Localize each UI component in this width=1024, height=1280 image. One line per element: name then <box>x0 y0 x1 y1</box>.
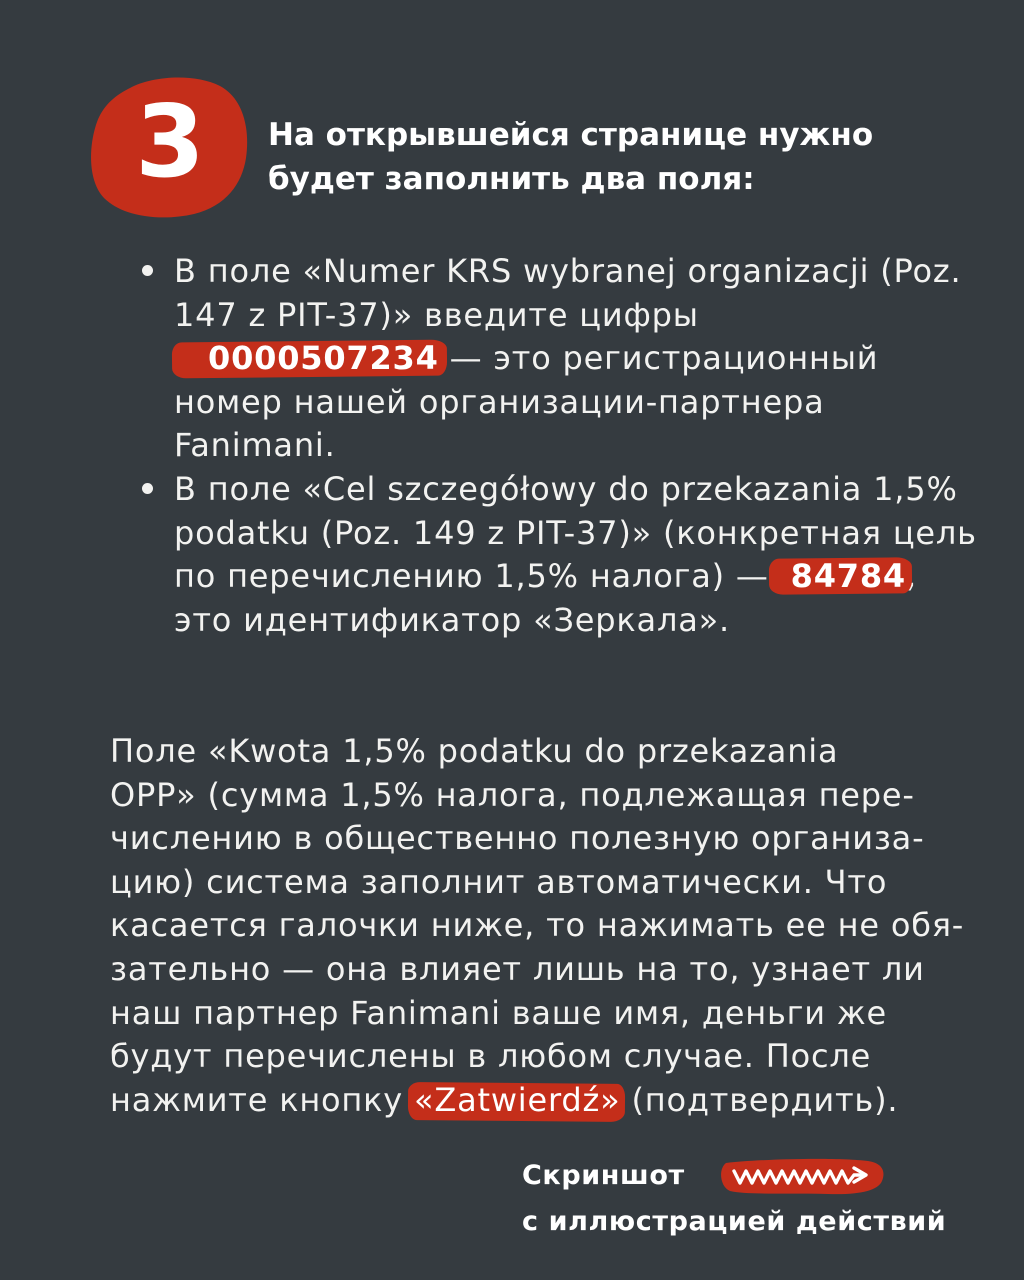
heading-line-1: На открывшейся странице нужно <box>268 117 874 153</box>
list-item-krs <box>140 250 980 468</box>
goal-text-before: В поле «Cel szczegółowy do przekazania 1,5% podatku (Poz. 149 z PIT-37)» (конкретная цель по перечислению 1,5% налога) — <box>174 469 977 596</box>
paragraph-line: наш партнер Fanimani ваше имя, деньги же <box>110 993 887 1032</box>
body-paragraph <box>110 730 1000 1122</box>
caption-line-1: Скриншот <box>522 1160 685 1191</box>
paragraph-line: будут перечислены в любом случае. После <box>110 1037 872 1076</box>
krs-text-before: В поле «Numer KRS wybranej organizacji (Poz. 147 z PIT-37)» введите цифры <box>174 252 962 334</box>
paragraph-line: касается галочки ниже, то нажимать ее не обя- <box>110 906 965 945</box>
krs-text-after: — это регистрационный номер нашей организации-партнера Fanimani. <box>174 339 879 465</box>
paragraph-line: числению в общественно полезную организа- <box>110 819 925 858</box>
step-badge <box>90 74 250 219</box>
paragraph-line: зательно — она влияет лишь на то, узнает ли <box>110 949 925 988</box>
zatwierdz-highlight: «Zatwierdź» <box>413 1080 621 1119</box>
paragraph-line: OPP» (сумма 1,5% налога, подлежащая пере- <box>110 775 915 814</box>
paragraph-line <box>110 1079 1000 1123</box>
squiggle-arrow-icon <box>718 1157 886 1197</box>
paragraph-line: Поле «Kwota 1,5% podatku do przekazania <box>110 732 839 770</box>
step-heading <box>268 113 968 201</box>
goal-id-highlight: 84784 <box>769 557 906 595</box>
step-number: 3 <box>135 83 205 200</box>
caption-line-2: с иллюстрацией действий <box>522 1206 947 1237</box>
instruction-list <box>140 250 980 642</box>
heading-line-2: будет заполнить два поля: <box>268 161 755 197</box>
bullet-icon <box>142 265 153 276</box>
paragraph-text: (подтвердить). <box>620 1080 899 1119</box>
goal-text-after: , это идентификатор «Зеркала». <box>174 557 917 639</box>
krs-number-highlight: 0000507234 <box>208 339 439 378</box>
bullet-icon <box>142 483 153 494</box>
paragraph-line: цию) система заполнит автоматически. Что <box>110 862 888 901</box>
list-item-goal <box>140 468 980 642</box>
paragraph-text: нажмите кнопку <box>110 1080 414 1119</box>
